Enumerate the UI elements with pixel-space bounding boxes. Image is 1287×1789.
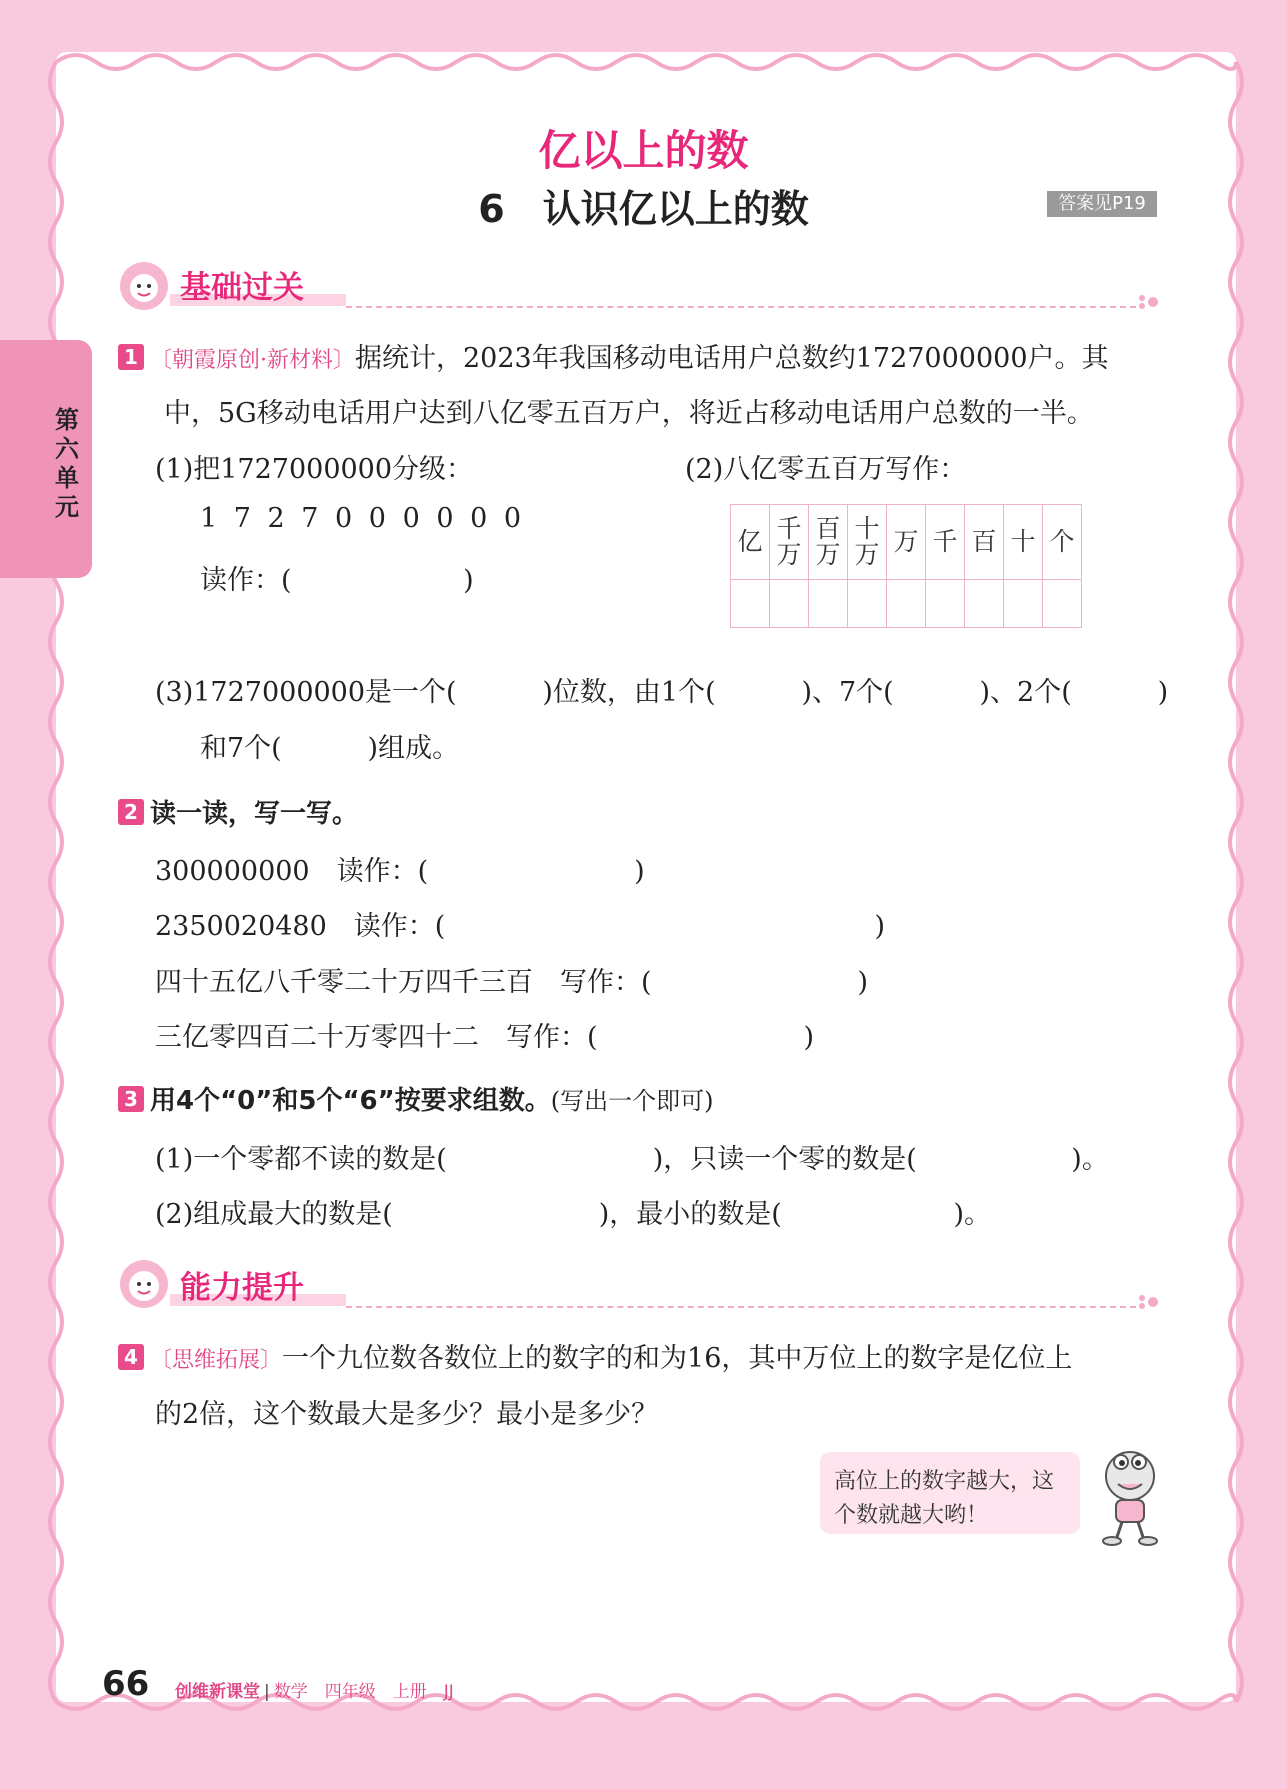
unit-side-tab-label: 第六单元	[55, 406, 79, 521]
place-value-header: 百万	[809, 505, 848, 580]
place-value-cell[interactable]	[965, 580, 1004, 628]
q3-title: 用4个“0”和5个“6”按要求组数。	[150, 1086, 551, 1116]
place-value-header: 十万	[848, 505, 887, 580]
place-value-cell[interactable]	[770, 580, 809, 628]
place-value-header: 亿	[731, 505, 770, 580]
q2-title-line	[118, 793, 358, 830]
place-value-cell[interactable]	[926, 580, 965, 628]
q2-item: 300000000 读作：( )	[155, 856, 645, 887]
place-value-cell[interactable]	[1043, 580, 1082, 628]
mascot-icon	[1094, 1444, 1166, 1546]
page-number: 66	[102, 1664, 150, 1704]
footer-separator: |	[264, 1682, 270, 1702]
tip-bubble	[820, 1452, 1080, 1534]
place-value-header-row	[731, 505, 1082, 580]
q1-digits: 1 7 2 7 0 0 0 0 0 0	[200, 503, 526, 534]
place-value-cell[interactable]	[848, 580, 887, 628]
q1-part3-line1: (3)1727000000是一个( )位数，由1个( )、7个( )、2个( )	[155, 677, 1169, 708]
section-advanced-title: 能力提升	[180, 1270, 304, 1306]
footer-details: 数学 四年级 上册 JJ	[273, 1682, 454, 1702]
place-value-table	[730, 504, 1082, 628]
q3-title-line	[118, 1080, 713, 1117]
girl-avatar-icon	[118, 260, 170, 312]
q1-part2: (2)八亿零五百万写作：	[685, 454, 967, 485]
place-value-header: 千万	[770, 505, 809, 580]
q1-part3-line2: 和7个( )组成。	[200, 733, 460, 764]
section-basic-divider	[346, 306, 1136, 308]
section-basic-title: 基础过关	[180, 270, 304, 306]
q1-badge: 1	[118, 344, 144, 370]
place-value-cell[interactable]	[809, 580, 848, 628]
q3-part1: (1)一个零都不读的数是( )，只读一个零的数是( )。	[155, 1144, 1109, 1175]
place-value-answer-row	[731, 580, 1082, 628]
footer-book: 创维新课堂	[175, 1682, 260, 1702]
q1-part1: (1)把1727000000分级：	[155, 454, 474, 485]
q2-item: 四十五亿八千零二十万四千三百 写作：( )	[155, 967, 869, 998]
q2-badge: 2	[118, 799, 144, 825]
q4-line1	[118, 1336, 1072, 1375]
footer-info	[175, 1677, 454, 1702]
q4-text-line1: 一个九位数各数位上的数字的和为16，其中万位上的数字是亿位上	[282, 1343, 1073, 1374]
page-title: 亿以上的数	[538, 126, 749, 175]
place-value-cell[interactable]	[731, 580, 770, 628]
answer-reference-badge: 答案见P19	[1047, 191, 1157, 217]
q1-line2: 中，5G移动电话用户达到八亿零五百万户，将近占移动电话用户总数的一半。	[164, 398, 1094, 429]
place-value-header: 百	[965, 505, 1004, 580]
lesson-title: 6 认识亿以上的数	[478, 187, 809, 231]
section-advanced-dots-icon	[1136, 1292, 1162, 1312]
place-value-header: 个	[1043, 505, 1082, 580]
section-advanced-divider	[346, 1306, 1136, 1308]
q1-tag: 〔朝霞原创·新材料〕	[150, 348, 355, 373]
q1-text-line1: 据统计，2023年我国移动电话用户总数约1727000000户。其	[355, 343, 1109, 374]
q3-badge: 3	[118, 1086, 144, 1112]
tip-line1: 高位上的数字越大，这	[834, 1469, 1055, 1494]
place-value-header: 千	[926, 505, 965, 580]
q1-line1	[118, 336, 1109, 375]
q4-line2: 的2倍，这个数最大是多少？最小是多少？	[155, 1399, 659, 1430]
place-value-cell[interactable]	[887, 580, 926, 628]
place-value-header: 万	[887, 505, 926, 580]
place-value-header: 十	[1004, 505, 1043, 580]
q1-read-blank: 读作：( )	[200, 565, 474, 596]
q2-item: 三亿零四百二十万零四十二 写作：( )	[155, 1022, 815, 1053]
tip-line2: 个数就越大哟！	[834, 1503, 989, 1528]
q3-part2: (2)组成最大的数是( )，最小的数是( )。	[155, 1199, 992, 1230]
section-basic-dots-icon	[1136, 292, 1162, 312]
boy-avatar-icon	[118, 1258, 170, 1310]
q2-item: 2350020480 读作：( )	[155, 911, 885, 942]
q4-badge: 4	[118, 1344, 144, 1370]
q4-tag: 〔思维拓展〕	[150, 1348, 283, 1373]
unit-side-tab	[0, 340, 92, 578]
q2-title: 读一读，写一写。	[150, 799, 359, 829]
place-value-cell[interactable]	[1004, 580, 1043, 628]
q3-note: (写出一个即可)	[550, 1087, 714, 1115]
